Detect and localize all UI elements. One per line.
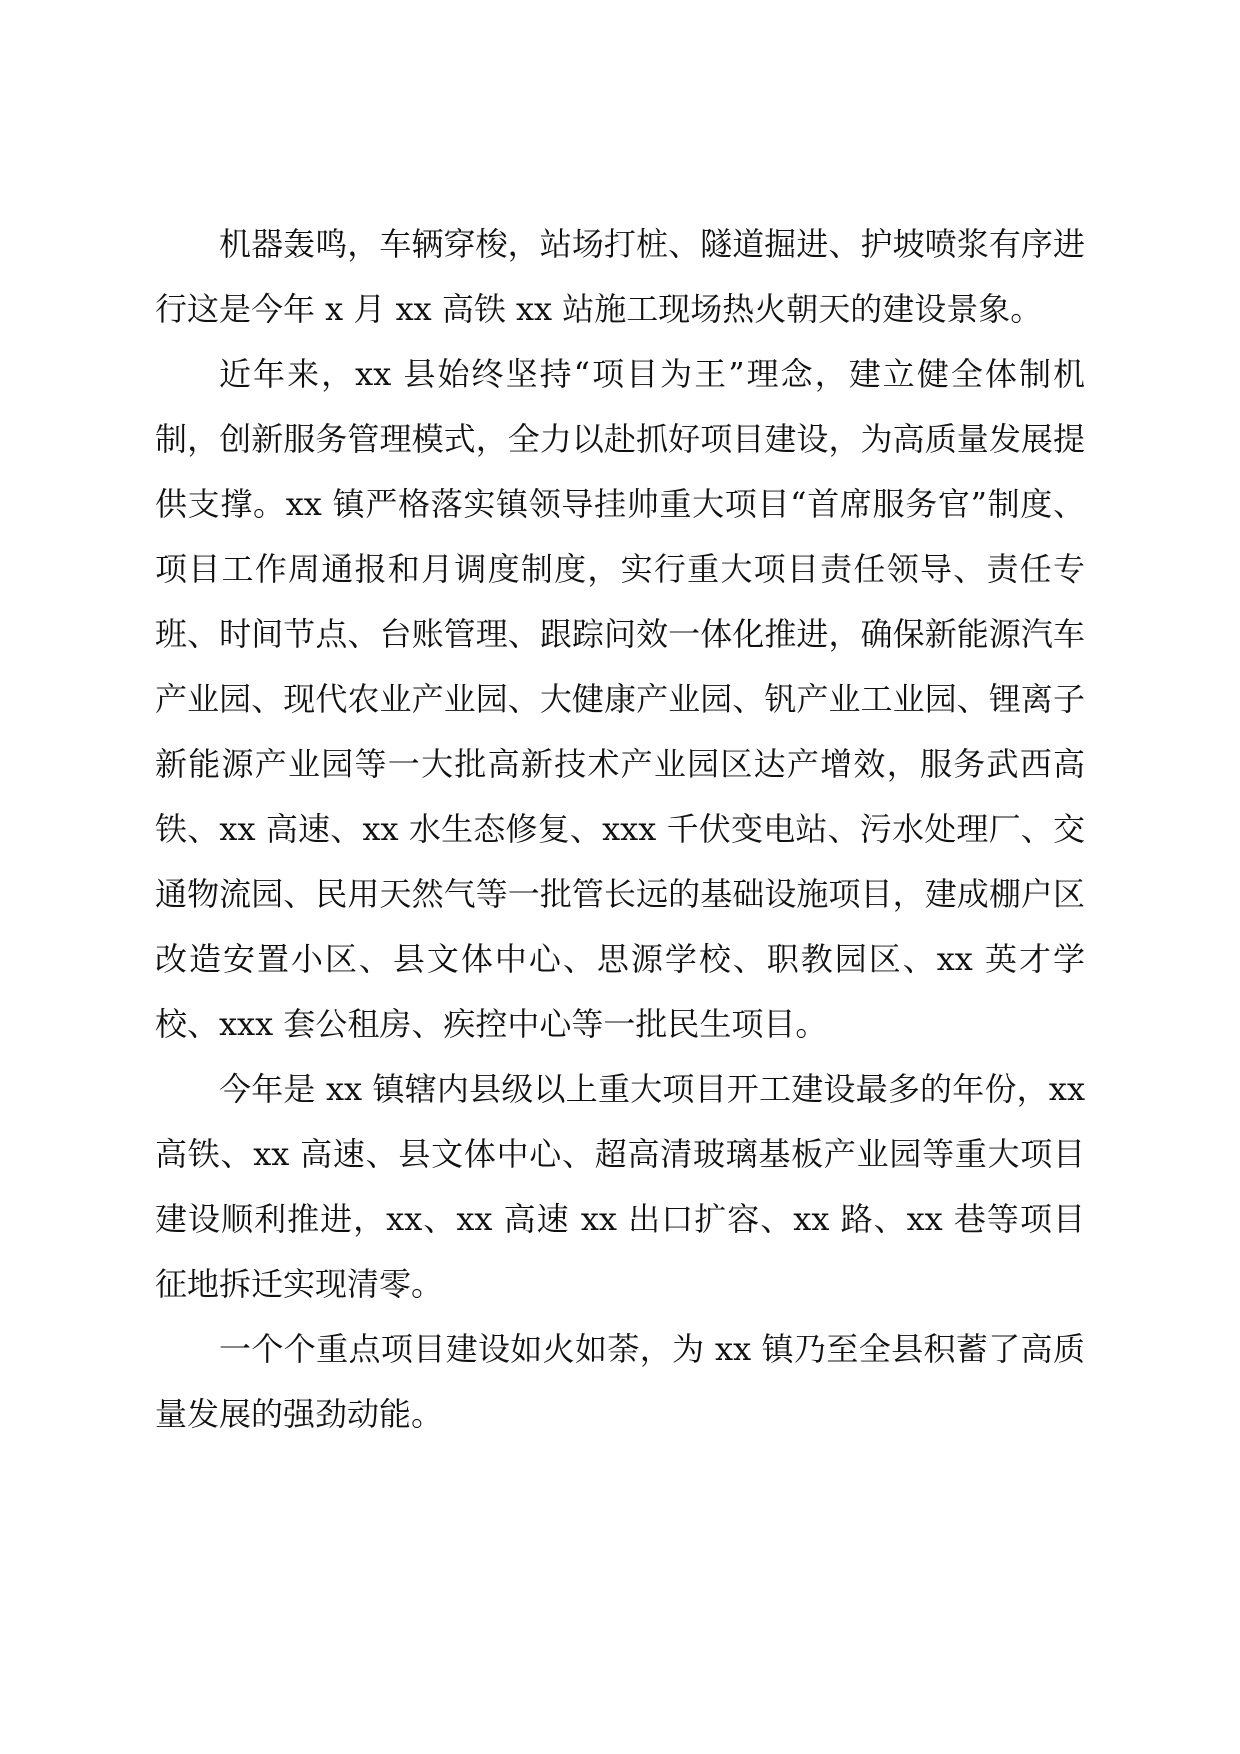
- paragraph-2: 近年来，xx 县始终坚持“项目为王”理念，建立健全体制机制，创新服务管理模式，全力以赴抓好项目建设，为高质量发展提供支撑。xx 镇严格落实镇领导挂帅重大项目“首席服务官”制度、项目工作周通报和月调度制度，实行重大项目责任领导、责任专班、时间节点、台账管理、跟踪问效一体化推进，确保新能源汽车产业园、现代农业产业园、大健康产业园、钒产业工业园、锂离子新能源产业园等一大批高新技术产业园区达产增效，服务武西高铁、xx 高速、xx 水生态修复、xxx 千伏变电站、污水处理厂、交通物流园、民用天然气等一批管长远的基础设施项目，建成棚户区改造安置小区、县文体中心、思源学校、职教园区、xx 英才学校、xxx 套公租房、疾控中心等一批民生项目。: [155, 355, 1085, 1043]
- paragraph-4: 一个个重点项目建设如火如荼，为 xx 镇乃至全县积蓄了高质量发展的强劲动能。: [155, 1330, 1085, 1433]
- paragraph-3: 今年是 xx 镇辖内县级以上重大项目开工建设最多的年份，xx 高铁、xx 高速、县文体中心、超高清玻璃基板产业园等重大项目建设顺利推进，xx、xx 高速 xx 出口扩容、xx 路、xx 巷等项目征地拆迁实现清零。: [155, 1070, 1085, 1303]
- article-body: [155, 212, 1085, 1447]
- paragraph-1: 机器轰鸣，车辆穿梭，站场打桩、隧道掘进、护坡喷浆有序进行这是今年 x 月 xx 高铁 xx 站施工现场热火朝天的建设景象。: [155, 225, 1085, 328]
